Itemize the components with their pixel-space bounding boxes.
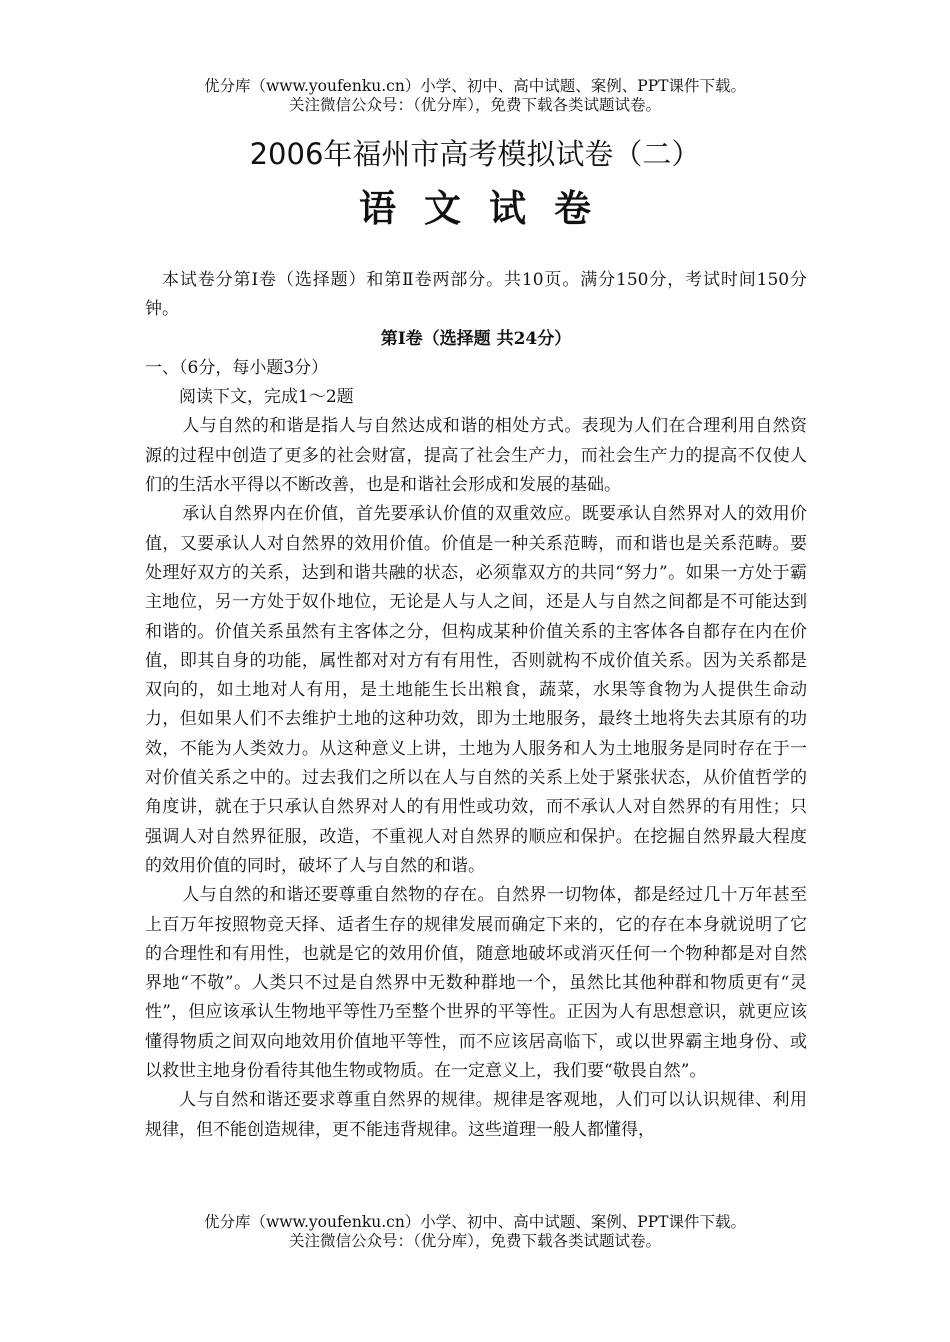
footer-banner (0, 1213, 950, 1251)
question-group-heading: 一、（6分，每小题3分） (145, 357, 329, 378)
passage-paragraph-4: 人与自然和谐还要求尊重自然界的规律。规律是客观地，人们可以认识规律、利用规律，但不能创造规律，更不能违背规律。这些道理一般人都懂得， (145, 1090, 807, 1140)
passage-paragraph-3: 人与自然的和谐还要尊重自然物的存在。自然界一切物体，都是经过几十万年甚至上百万年按照物竞天择、适者生存的规律发展而确定下来的，它的存在本身就说明了它的合理性和有用性，也就是它的效用价值，随意地破坏或消灭任何一个物种都是对自然界地“不敬”。人类只不过是自然界中无数种群地一个，虽然比其他种群和物质更有“灵性”，但应该承认生物地平等性乃至整个世界的平等性。正因为人有思想意识，就更应该懂得物质之间双向地效用价值地平等性，而不应该居高临下，或以世界霸主地身份、或以救世主地身份看待其他生物或物质。在一定意义上，我们要“敬畏自然”。 (145, 885, 807, 1082)
banner-line-1: 优分库（www.youfenku.cn）小学、初中、高中试题、案例、PPT课件下载。 (203, 77, 747, 95)
header-banner (0, 77, 950, 115)
passage-paragraph-1: 人与自然的和谐是指人与自然达成和谐的相处方式。表现为人们在合理利用自然资源的过程中创造了更多的社会财富，提高了社会生产力，而社会生产力的提高不仅使人们的生活水平得以不断改善，也是和谐社会形成和发展的基础。 (145, 416, 807, 496)
passage-paragraph-2: 承认自然界内在价值，首先要承认价值的双重效应。既要承认自然界对人的效用价值，又要承认人对自然界的效用价值。价值是一种关系范畴，而和谐也是关系范畴。要处理好双方的关系，达到和谐共融的状态，必须靠双方的共同“努力”。如果一方处于霸主地位，另一方处于奴仆地位，无论是人与人之间，还是人与自然之间都是不可能达到和谐的。价值关系虽然有主客体之分，但构成某种价值关系的主客体各自都存在内在价值，即其自身的功能，属性都对对方有有用性，否则就构不成价值关系。因为关系都是双向的，如土地对人有用，是土地能生长出粮食，蔬菜，水果等食物为人提供生命动力，但如果人们不去维护土地的这种功效，即为土地服务，最终土地将失去其原有的功效，不能为人类效力。从这种意义上讲，土地为人服务和人为土地服务是同时存在于一对价值关系之中的。过去我们之所以在人与自然的关系上处于紧张状态，从价值哲学的角度讲，就在于只承认自然界对人的有用性或功效，而不承认人对自然界的有用性；只强调人对自然界征服，改造，不重视人对自然界的顺应和保护。在挖掘自然界最大程度的效用价值的同时，破坏了人与自然的和谐。 (145, 504, 807, 876)
exam-title: 2006年福州市高考模拟试卷（二） (249, 137, 701, 171)
exam-subject-title: 语文试卷 (359, 187, 619, 230)
document-body (145, 266, 807, 1145)
footer-line-2: 关注微信公众号：（优分库），免费下载各类试题试卷。 (288, 1232, 661, 1250)
reading-instruction: 阅读下文，完成1～2题 (179, 387, 354, 408)
section-heading: 第I卷（选择题 共24分） (380, 328, 572, 349)
footer-line-1: 优分库（www.youfenku.cn）小学、初中、高中试题、案例、PPT课件下载。 (203, 1213, 747, 1231)
exam-intro: 本试卷分第I卷（选择题）和第Ⅱ卷两部分。共10页。满分150分，考试时间150分钟。 (145, 270, 807, 320)
banner-line-2: 关注微信公众号：（优分库），免费下载各类试题试卷。 (288, 96, 661, 114)
